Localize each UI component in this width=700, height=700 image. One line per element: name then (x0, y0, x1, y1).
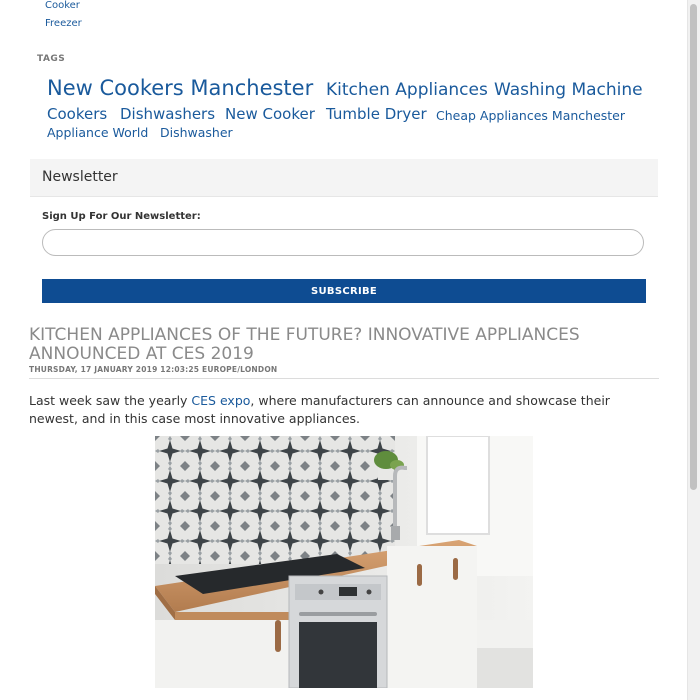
newsletter-header (30, 159, 658, 197)
newsletter-title: Newsletter (42, 169, 118, 185)
tag-link[interactable]: Kitchen Appliances (326, 80, 488, 100)
divider (29, 378, 659, 379)
newsletter-email-input[interactable] (42, 229, 644, 256)
scrollbar-thumb[interactable] (690, 4, 697, 490)
page-scrollbar[interactable] (687, 0, 700, 700)
tags-heading: TAGS (37, 54, 66, 64)
tag-link[interactable]: Cookers (47, 105, 108, 123)
tag-link[interactable]: Washing Machine (494, 80, 643, 100)
subscribe-button[interactable]: SUBSCRIBE (42, 279, 646, 303)
kitchen-photo (155, 436, 533, 688)
ces-expo-link[interactable]: CES expo (191, 393, 251, 408)
post-intro-text: , where manufacturers can announce and showcase their newest, and in this case most innovative appliances. (29, 393, 610, 426)
post-intro-text: Last week saw the yearly (29, 393, 192, 408)
category-link-freezer[interactable]: Freezer (45, 18, 82, 29)
tag-link[interactable]: Dishwashers (120, 105, 216, 123)
tag-link[interactable]: New Cookers Manchester (47, 76, 314, 100)
tag-link[interactable]: Appliance World (47, 125, 149, 140)
tag-link[interactable]: Tumble Dryer (326, 105, 427, 123)
tag-link[interactable]: New Cooker (225, 105, 315, 123)
post-title[interactable]: KITCHEN APPLIANCES OF THE FUTURE? INNOVATIVE APPLIANCES ANNOUNCED AT CES 2019 (29, 325, 580, 364)
tag-link[interactable]: Dishwasher (160, 125, 233, 140)
post-intro (29, 392, 657, 428)
tag-link[interactable]: Cheap Appliances Manchester (436, 108, 626, 123)
newsletter-label: Sign Up For Our Newsletter: (42, 211, 201, 222)
category-link-cooker[interactable]: Cooker (45, 0, 80, 11)
post-date: THURSDAY, 17 JANUARY 2019 12:03:25 EUROPE/LONDON (29, 365, 278, 374)
